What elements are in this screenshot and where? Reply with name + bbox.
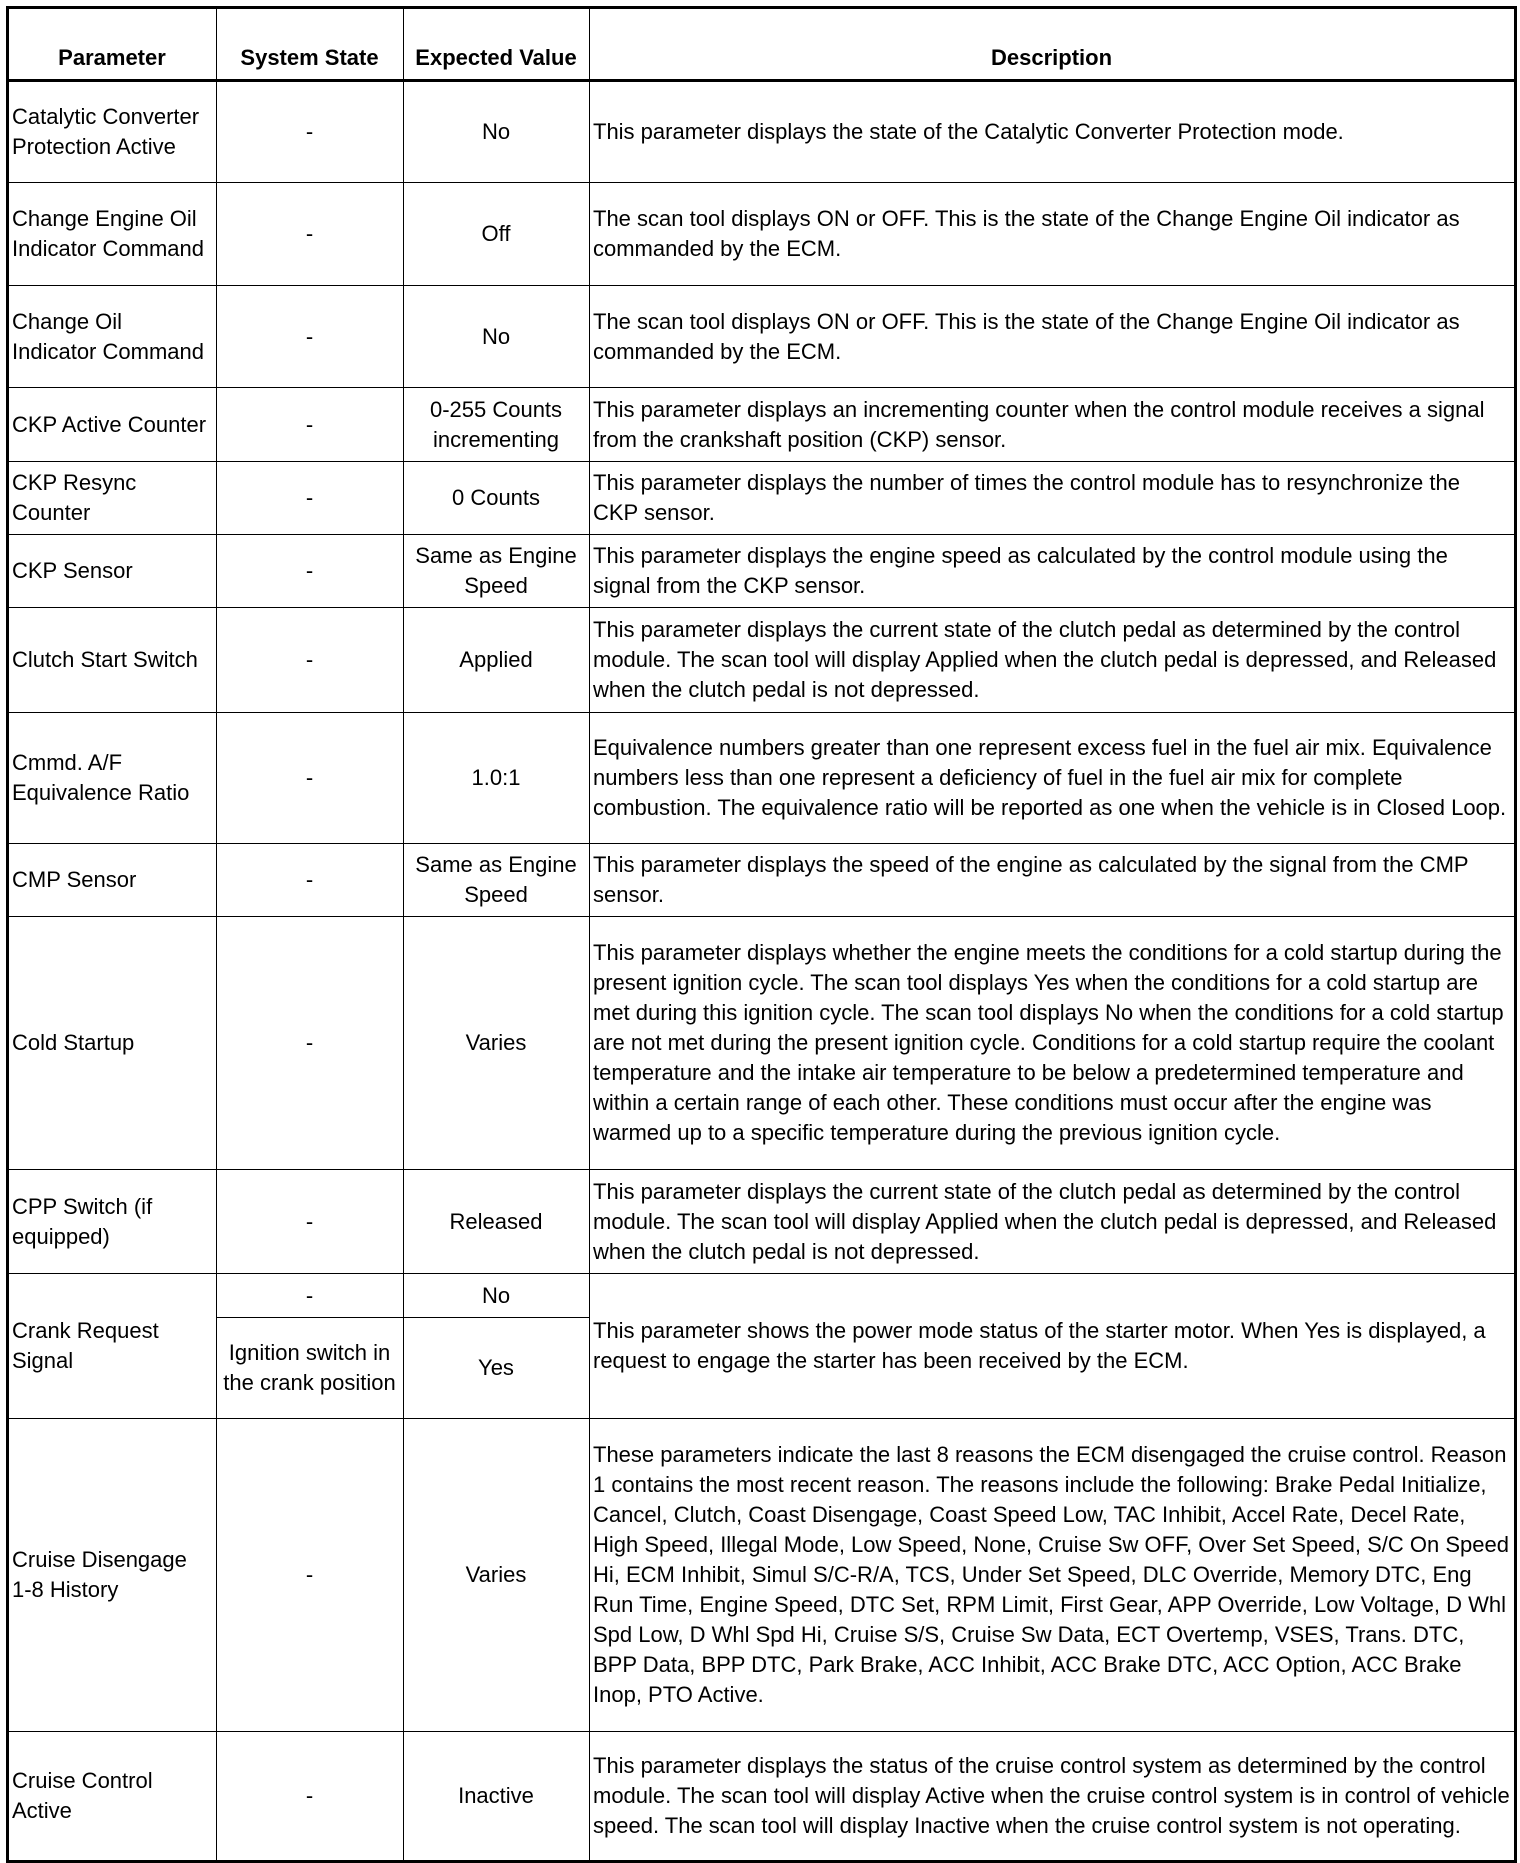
description-cell: These parameters indicate the last 8 reasons the ECM disengaged the cruise control. Reason 1 contains the most recent reason. The reasons include the following: Brake Pedal Initialize, Cancel, Clutch, Coast Disengage, Coast Speed Low, TAC Inhibit, Accel Rate, Decel Rate, High Speed, Illegal Mode, Low Speed, None, Cruise Sw OFF, Over Set Speed, S/C On Speed Hi, ECM Inhibit, Simul S/C-R/A, TCS, Under Set Speed, DLC Override, Memory DTC, Eng Run Time, Engine Speed, DTC Set, RPM Limit, First Gear, APP Override, Low Voltage, D Whl Spd Low, D Whl Spd Hi, Cruise S/S, Cruise Sw Data, ECT Overtemp, VSES, Trans. DTC, BPP Data, BPP DTC, Park Brake, ACC Inhibit, ACC Brake DTC, ACC Option, ACC Brake Inop, PTO Active.: [590, 1419, 1516, 1732]
expected-value-cell: Applied: [404, 608, 590, 713]
expected-value-cell: Varies: [404, 1419, 590, 1732]
table-row: [8, 1170, 1516, 1274]
expected-value-cell: Yes: [404, 1318, 590, 1419]
system-state-cell: -: [217, 1170, 404, 1274]
description-cell: This parameter displays the status of the cruise control system as determined by the control module. The scan tool will display Active when the cruise control system is in control of vehicle speed. The scan tool will display Inactive when the cruise control system is not operating.: [590, 1732, 1516, 1862]
parameter-cell: Cmmd. A/F Equivalence Ratio: [8, 713, 217, 844]
header-system-state: System State: [217, 8, 404, 81]
table-row: [8, 183, 1516, 286]
expected-value-cell: Same as Engine Speed: [404, 844, 590, 917]
system-state-cell: -: [217, 1274, 404, 1318]
header-expected-value: Expected Value: [404, 8, 590, 81]
description-cell: Equivalence numbers greater than one represent excess fuel in the fuel air mix. Equivalence numbers less than one represent a deficiency of fuel in the fuel air mix for complete combustion. The equivalence ratio will be reported as one when the vehicle is in Closed Loop.: [590, 713, 1516, 844]
system-state-cell: -: [217, 713, 404, 844]
description-cell: This parameter displays the number of times the control module has to resynchronize the CKP sensor.: [590, 462, 1516, 535]
parameter-cell: Change Engine Oil Indicator Command: [8, 183, 217, 286]
description-cell: This parameter displays the current state of the clutch pedal as determined by the control module. The scan tool will display Applied when the clutch pedal is depressed, and Released when the clutch pedal is not depressed.: [590, 608, 1516, 713]
parameter-cell: CKP Sensor: [8, 535, 217, 608]
system-state-cell: -: [217, 183, 404, 286]
table-row: [8, 388, 1516, 462]
expected-value-cell: No: [404, 1274, 590, 1318]
table-row: [8, 462, 1516, 535]
system-state-cell: -: [217, 388, 404, 462]
table-row: [8, 1419, 1516, 1732]
expected-value-cell: Inactive: [404, 1732, 590, 1862]
description-cell: This parameter shows the power mode status of the starter motor. When Yes is displayed, a request to engage the starter has been received by the ECM.: [590, 1274, 1516, 1419]
table-row: [8, 81, 1516, 183]
description-cell: This parameter displays the speed of the engine as calculated by the signal from the CMP sensor.: [590, 844, 1516, 917]
table-row: [8, 917, 1516, 1170]
parameter-cell: Crank Request Signal: [8, 1274, 217, 1419]
description-cell: The scan tool displays ON or OFF. This is the state of the Change Engine Oil indicator as commanded by the ECM.: [590, 286, 1516, 388]
expected-value-cell: 1.0:1: [404, 713, 590, 844]
expected-value-cell: No: [404, 81, 590, 183]
description-cell: This parameter displays the current state of the clutch pedal as determined by the control module. The scan tool will display Applied when the clutch pedal is depressed, and Released when the clutch pedal is not depressed.: [590, 1170, 1516, 1274]
parameter-cell: CKP Resync Counter: [8, 462, 217, 535]
expected-value-cell: Varies: [404, 917, 590, 1170]
system-state-cell: -: [217, 1732, 404, 1862]
table-row: [8, 608, 1516, 713]
system-state-cell: -: [217, 81, 404, 183]
description-cell: The scan tool displays ON or OFF. This is the state of the Change Engine Oil indicator as commanded by the ECM.: [590, 183, 1516, 286]
parameter-cell: CKP Active Counter: [8, 388, 217, 462]
header-parameter: Parameter: [8, 8, 217, 81]
parameter-cell: Catalytic Converter Protection Active: [8, 81, 217, 183]
system-state-cell: -: [217, 535, 404, 608]
expected-value-cell: Same as Engine Speed: [404, 535, 590, 608]
expected-value-cell: Released: [404, 1170, 590, 1274]
table-row: [8, 1274, 1516, 1318]
system-state-cell: -: [217, 462, 404, 535]
table-row: [8, 844, 1516, 917]
parameter-cell: Cruise Disengage 1-8 History: [8, 1419, 217, 1732]
table-row: [8, 713, 1516, 844]
parameter-cell: Clutch Start Switch: [8, 608, 217, 713]
parameter-cell: CPP Switch (if equipped): [8, 1170, 217, 1274]
header-row: [8, 8, 1516, 81]
header-description: Description: [590, 8, 1516, 81]
system-state-cell: -: [217, 844, 404, 917]
expected-value-cell: 0 Counts: [404, 462, 590, 535]
parameter-cell: Cold Startup: [8, 917, 217, 1170]
table-row: [8, 286, 1516, 388]
description-cell: This parameter displays the engine speed as calculated by the control module using the signal from the CKP sensor.: [590, 535, 1516, 608]
system-state-cell: Ignition switch in the crank position: [217, 1318, 404, 1419]
expected-value-cell: No: [404, 286, 590, 388]
parameter-cell: Cruise Control Active: [8, 1732, 217, 1862]
system-state-cell: -: [217, 917, 404, 1170]
expected-value-cell: 0-255 Counts incrementing: [404, 388, 590, 462]
parameter-table: [6, 6, 1517, 1863]
parameter-cell: CMP Sensor: [8, 844, 217, 917]
system-state-cell: -: [217, 608, 404, 713]
table-row: [8, 1732, 1516, 1862]
system-state-cell: -: [217, 1419, 404, 1732]
table-row: [8, 535, 1516, 608]
expected-value-cell: Off: [404, 183, 590, 286]
parameter-cell: Change Oil Indicator Command: [8, 286, 217, 388]
system-state-cell: -: [217, 286, 404, 388]
description-cell: This parameter displays an incrementing counter when the control module receives a signal from the crankshaft position (CKP) sensor.: [590, 388, 1516, 462]
description-cell: This parameter displays whether the engine meets the conditions for a cold startup during the present ignition cycle. The scan tool displays Yes when the conditions for a cold startup are met during this ignition cycle. The scan tool displays No when the conditions for a cold startup are not met during the present ignition cycle. Conditions for a cold startup require the coolant temperature and the intake air temperature to be below a predetermined temperature and within a certain range of each other. These conditions must occur after the engine was warmed up to a specific temperature during the previous ignition cycle.: [590, 917, 1516, 1170]
description-cell: This parameter displays the state of the Catalytic Converter Protection mode.: [590, 81, 1516, 183]
